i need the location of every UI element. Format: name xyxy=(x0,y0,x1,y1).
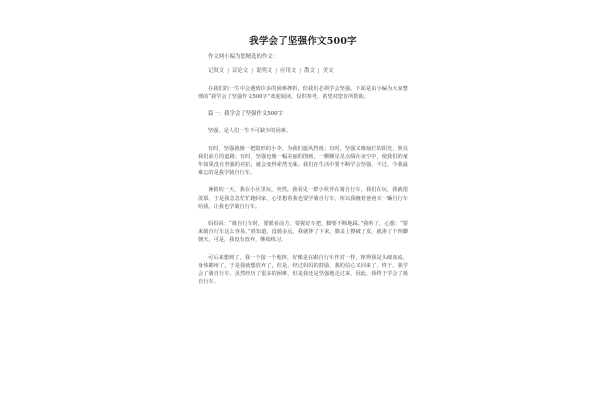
article xyxy=(198,36,408,295)
body-paragraph: 坚强，是人们一生不可缺少的因素。 xyxy=(208,128,292,135)
article-intro: 作文网小编为您精选的作文： xyxy=(208,54,279,60)
separator: | xyxy=(317,68,320,74)
category-link-argumentative[interactable]: 议论文 xyxy=(232,68,249,74)
separator: | xyxy=(275,68,278,74)
category-link-expository[interactable]: 说明文 xyxy=(256,68,273,74)
category-link-practical[interactable]: 应用文 xyxy=(280,68,297,74)
category-link-narrative[interactable]: 记叙文 xyxy=(208,68,225,74)
separator: | xyxy=(227,68,230,74)
separator: | xyxy=(251,68,254,74)
section-heading: 篇一：我学会了坚强作文500字 xyxy=(208,111,283,118)
body-paragraph: 妈妈说：“骑自行车时，要眼看前方，要握好车把，脚要不断地踩。”我听了，心想：“要来骑自行车这么容易。”谁知道，没骑多远，我就摔了下来，膝盖上擦破了皮，就渗了个四脚朝天，可是，我没有放弃，继续练习。 xyxy=(198,221,408,244)
separator: | xyxy=(299,68,302,74)
body-paragraph: 暑假的一天，我在小区里玩，突然，我看见一群小伙伴在骑自行车，我们在玩，我就很羡慕，于是我急急忙忙跑回家，心里想着我也要学骑自行车，所以我缠着爸爸买一辆自行车给我，让我也学骑自行车。 xyxy=(198,187,408,210)
category-link-prose[interactable]: 散文 xyxy=(304,68,315,74)
lead-paragraph: 在我们的一生中会遇到许多的困难挫折，但我们必须学会坚强。下面是由小编为大家整理的“我学会了坚强作文500字”欢迎阅读，仅供参考，希望对您有所帮助。 xyxy=(198,86,408,101)
article-title: 我学会了坚强作文500字 xyxy=(249,36,357,47)
body-paragraph: 有时，坚强就像一把隐形的小伞，为我们遮风挡雨；有时，坚强又像灿烂的阳光，照亮我们前方的道路；有时，坚强也像一幅美丽的图画，一颗颗星星点缀在夜空中，使我们的童年如果没有坚强的对抗，就会变得索然无味。我们在生活中要不断学会坚强，不过，今我最难忘的是我学骑自行车。 xyxy=(198,145,408,177)
category-links xyxy=(208,67,408,75)
category-link-essay[interactable]: 美文 xyxy=(322,68,334,74)
body-paragraph: 可后来想到了，我一个接一个地摔，好像是在跟自行车作对一样，摔得我是头破血流，身体都疼了，于是我就想放弃了，但是，经过妈妈的鼓励，我的信心又回来了，终于，我学会了骑自行车，虽然经历了很多的困难，但是我还是坚强地走过来，因此，我终于学会了骑自行车。 xyxy=(198,254,408,286)
